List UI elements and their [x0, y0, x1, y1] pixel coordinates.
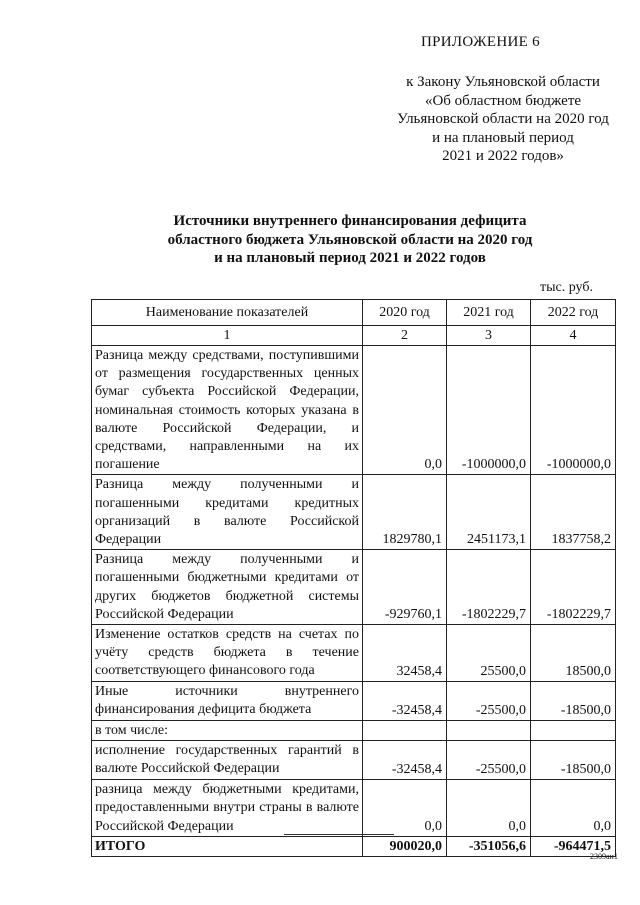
document-title	[90, 212, 610, 268]
row-name: Разница между полученными и погашенными бюджетными кредитами от других бюджетов бюджетной системы Российской Федерации	[92, 550, 363, 625]
value-2022: 0,0	[531, 780, 616, 837]
column-index: 1	[92, 326, 363, 346]
value-2020: -32458,4	[363, 741, 447, 780]
table-row	[92, 346, 616, 475]
table-row	[92, 475, 616, 550]
value-2022: -1000000,0	[531, 346, 616, 475]
value-2021: -25500,0	[447, 682, 531, 721]
table-row	[92, 625, 616, 682]
table-row	[92, 682, 616, 721]
value-2021: -1802229,7	[447, 550, 531, 625]
appendix-subtitle	[372, 73, 634, 166]
value-2020: 0,0	[363, 780, 447, 837]
value-2021	[447, 721, 531, 741]
footer-divider	[284, 834, 394, 835]
total-2021: -351056,6	[447, 836, 531, 856]
total-row	[92, 836, 616, 856]
units-label: тыс. руб.	[540, 280, 593, 295]
value-2022	[531, 721, 616, 741]
column-index: 3	[447, 326, 531, 346]
document-title-line: Источники внутреннего финансирования дефицита	[173, 213, 527, 229]
appendix-subtitle-line: 2021 и 2022 годов»	[442, 148, 564, 164]
column-header-name: Наименование показателей	[92, 300, 363, 326]
column-header-2020: 2020 год	[363, 300, 447, 326]
appendix-title: ПРИЛОЖЕНИЕ 6	[421, 34, 540, 50]
table-row	[92, 550, 616, 625]
document-title-line: и на плановый период 2021 и 2022 годов	[214, 250, 486, 266]
row-name: Разница между средствами, поступившими от размещения государственных ценных бумаг субъекта Российской Федерации, номинальная стоимость которых указана в валюте Российской Федерации, и средствами, направленными на их погашение	[92, 346, 363, 475]
value-2020: -929760,1	[363, 550, 447, 625]
value-2021: 0,0	[447, 780, 531, 837]
value-2021: 2451173,1	[447, 475, 531, 550]
document-title-line: областного бюджета Ульяновской области на 2020 год	[167, 231, 533, 248]
value-2022: 18500,0	[531, 625, 616, 682]
value-2021: 25500,0	[447, 625, 531, 682]
value-2021: -1000000,0	[447, 346, 531, 475]
value-2022: -18500,0	[531, 682, 616, 721]
value-2020: 0,0	[363, 346, 447, 475]
column-index: 4	[531, 326, 616, 346]
row-name: Изменение остатков средств на счетах по учёту средств бюджета в течение соответствующего финансового года	[92, 625, 363, 682]
table-header-row	[92, 300, 616, 326]
row-name: исполнение государственных гарантий в валюте Российской Федерации	[92, 741, 363, 780]
column-index: 2	[363, 326, 447, 346]
value-2022: -1802229,7	[531, 550, 616, 625]
appendix-subtitle-line: к Закону Ульяновской области	[406, 74, 600, 90]
row-name: Разница между полученными и погашенными кредитами кредитных организаций в валюте Российской Федерации	[92, 475, 363, 550]
table-row	[92, 721, 616, 741]
value-2020	[363, 721, 447, 741]
appendix-subtitle-line: «Об областном бюджете	[424, 92, 582, 109]
value-2022: 1837758,2	[531, 475, 616, 550]
column-header-2022: 2022 год	[531, 300, 616, 326]
document-code: 2309ан1	[590, 852, 618, 861]
row-name: Иные источники внутреннего финансирования дефицита бюджета	[92, 682, 363, 721]
row-name: в том числе:	[92, 721, 363, 741]
value-2020: 32458,4	[363, 625, 447, 682]
appendix-subtitle-line: и на плановый период	[432, 129, 574, 146]
total-label: ИТОГО	[92, 836, 363, 856]
value-2022: -18500,0	[531, 741, 616, 780]
value-2021: -25500,0	[447, 741, 531, 780]
total-2022: -964471,5	[531, 836, 616, 856]
column-header-2021: 2021 год	[447, 300, 531, 326]
total-2020: 900020,0	[363, 836, 447, 856]
table-row	[92, 741, 616, 780]
appendix-subtitle-line: Ульяновской области на 2020 год	[397, 111, 609, 127]
value-2020: 1829780,1	[363, 475, 447, 550]
table-row	[92, 780, 616, 837]
value-2020: -32458,4	[363, 682, 447, 721]
financing-sources-table	[91, 299, 616, 857]
row-name: разница между бюджетными кредитами, предоставленными внутри страны в валюте Российской Федерации	[92, 780, 363, 837]
column-index-row	[92, 326, 616, 346]
